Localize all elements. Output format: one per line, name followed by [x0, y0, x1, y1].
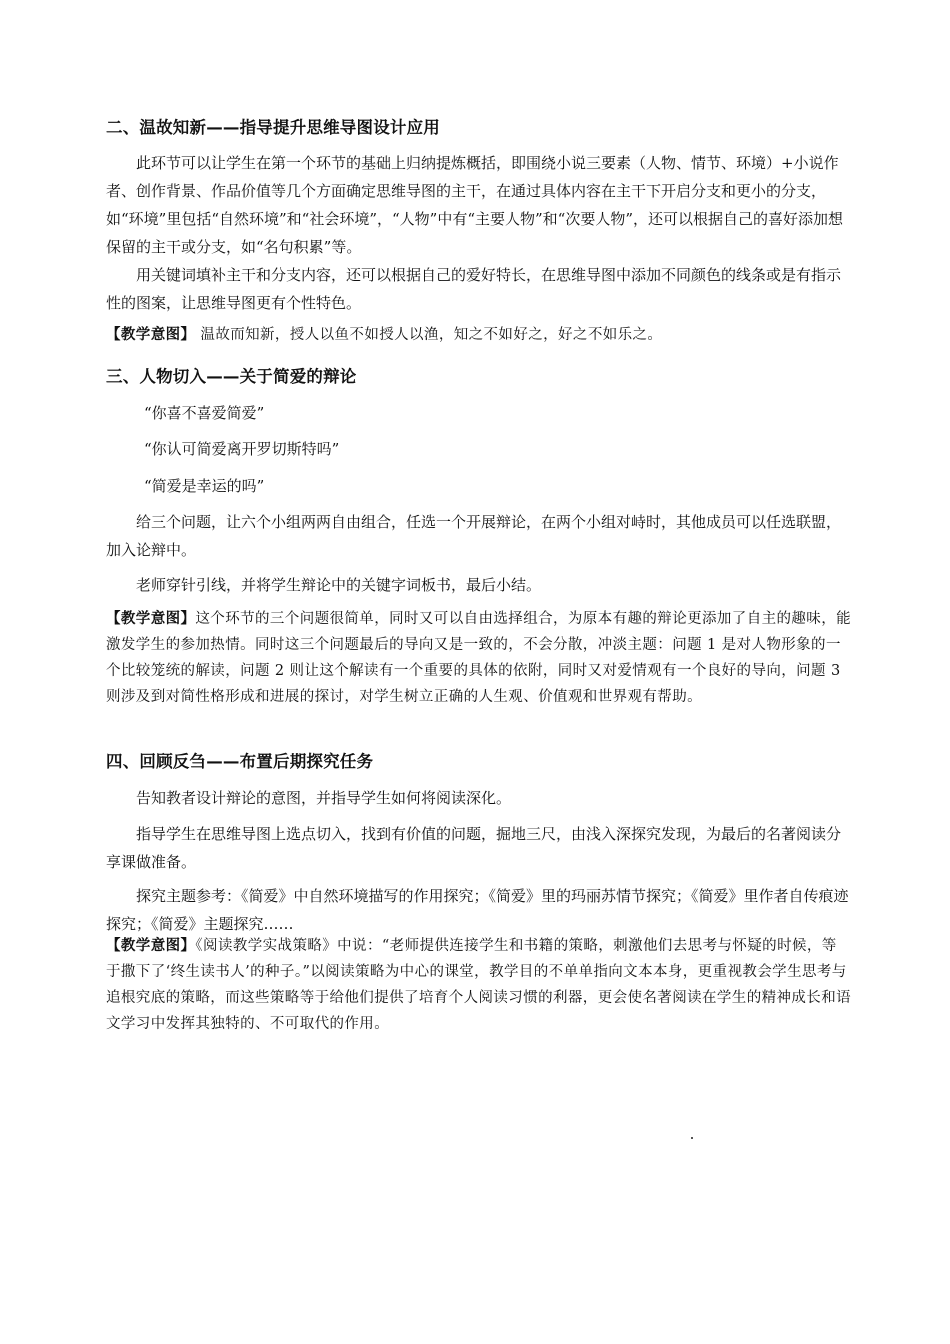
- debate-question-3: “简爱是幸运的吗”: [144, 477, 265, 495]
- teaching-intent-label: 【教学意图】: [106, 611, 196, 627]
- section-2-teaching-intent: [106, 322, 851, 348]
- section-4-paragraph-2: 指导学生在思维导图上选点切入，找到有价值的问题，掘地三尺，由浅入深探究发现，为最后的名著阅读分享课做准备。: [106, 825, 842, 871]
- section-4-heading: 四、回顾反刍——布置后期探究任务: [106, 752, 374, 771]
- section-4-paragraph-1: 告知教者设计辩论的意图，并指导学生如何将阅读深化。: [136, 789, 512, 807]
- debate-question-2: “你认可简爱离开罗切斯特吗”: [144, 440, 340, 458]
- teaching-intent-text: 温故而知新，授人以鱼不如授人以渔，知之不如好之，好之不如乐之。: [195, 327, 663, 343]
- section-3-teaching-intent: [106, 606, 851, 710]
- debate-question-1: “你喜不喜爱简爱”: [144, 404, 265, 422]
- teaching-intent-label: 【教学意图】: [106, 938, 196, 954]
- section-2-paragraph-2: 用关键词填补主干和分支内容，还可以根据自己的爱好特长，在思维导图中添加不同颜色的线条或是有指示性的图案，让思维导图更有个性特色。: [106, 266, 842, 312]
- section-4-paragraph-3: 探究主题参考：《简爱》中自然环境描写的作用探究；《简爱》里的玛丽苏情节探究；《简爱》里作者自传痕迹探究；《简爱》主题探究……: [106, 887, 849, 933]
- stray-dot: [691, 1137, 693, 1139]
- teaching-intent-text: 《阅读教学实战策略》中说：“老师提供连接学生和书籍的策略，刺激他们去思考与怀疑的时候，等于撒下了‘终生读书人’的种子。”以阅读策略为中心的课堂，教学目的不单单指向文本本身，更重视教会学生思考与追根究底的策略，而这些策略等于给他们提供了培育个人阅读习惯的利器，更会使名著阅读在学生的精神成长和语文学习中发挥其独特的、不可取代的作用。: [106, 938, 851, 1032]
- teaching-intent-label: 【教学意图】: [106, 327, 196, 343]
- section-3-paragraph-1: 给三个问题，让六个小组两两自由组合，任选一个开展辩论，在两个小组对峙时，其他成员可以任选联盟，加入论辩中。: [106, 513, 842, 559]
- section-2-paragraph-1: 此环节可以让学生在第一个环节的基础上归纳提炼概括，即围绕小说三要素（人物、情节、环境）+小说作者、创作背景、作品价值等几个方面确定思维导图的主干，在通过具体内容在主干下开启分支和更小的分支，如“环境”里包括“自然环境”和“社会环境”，“人物”中有“主要人物”和“次要人物”，还可以根据自己的喜好添加想保留的主干或分支，如“名句积累”等。: [106, 154, 844, 256]
- teaching-intent-text: 这个环节的三个问题很简单，同时又可以自由选择组合，为原本有趣的辩论更添加了自主的趣味，能激发学生的参加热情。同时这三个问题最后的导向又是一致的，不会分散，冲淡主题：问题 1 是对人物形象的一个比较笼统的解读，问题 2 则让这个解读有一个重要的具体的依附，同时又对爱情观有一个良好的导向，问题 3 则涉及到对简性格形成和进展的探讨，对学生树立正确的人生观、价值观和世界观有帮助。: [106, 611, 852, 705]
- section-3-paragraph-2: 老师穿针引线，并将学生辩论中的关键字词板书，最后小结。: [136, 576, 542, 594]
- section-3-heading: 三、人物切入——关于简爱的辩论: [106, 367, 357, 386]
- section-4-teaching-intent: [106, 933, 851, 1037]
- section-2-heading: 二、温故知新——指导提升思维导图设计应用: [106, 118, 440, 137]
